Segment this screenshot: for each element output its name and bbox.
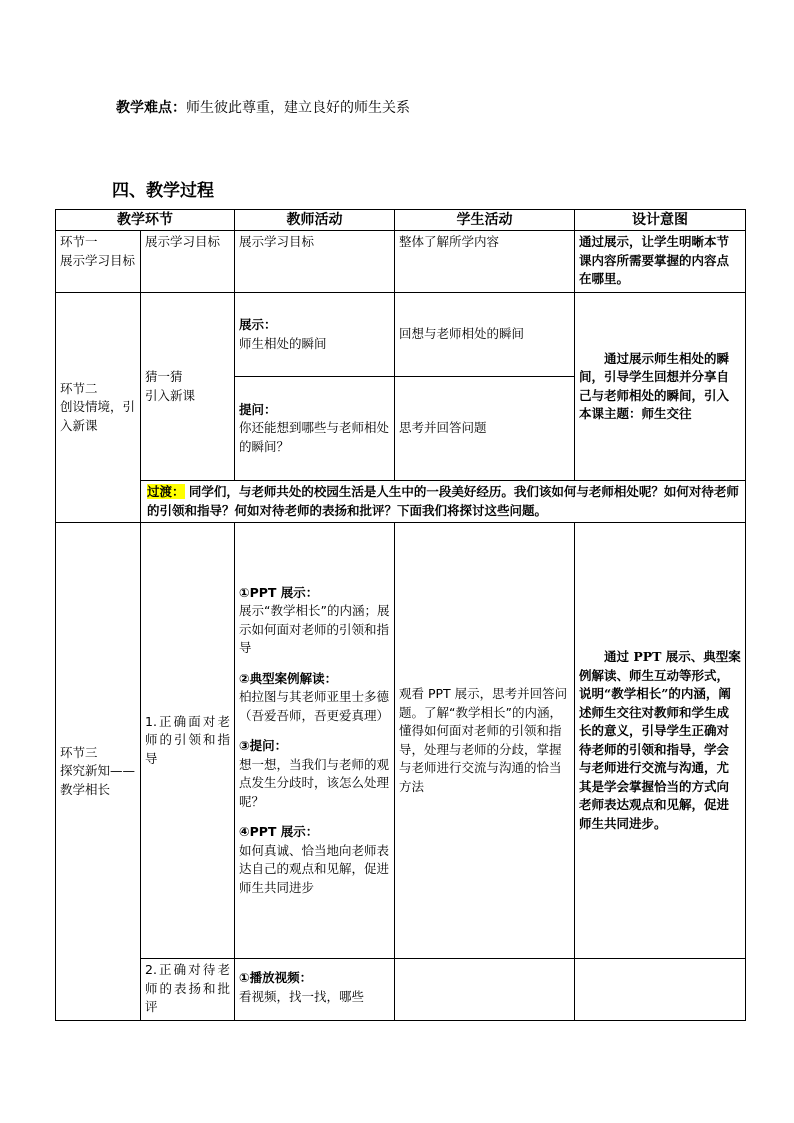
lesson-process-table [55,209,746,1021]
transition-label: 过渡： [147,484,185,499]
difficulty-label: 教学难点： [116,100,186,116]
table-row [56,293,746,377]
stage2-teacher-2-text: 你还能想到哪些与老师相处的瞬间？ [239,420,390,454]
table-row [56,959,746,1021]
stage2-intent: 通过展示师生相处的瞬间，引导学生回想并分享自己与老师相处的瞬间，引入本课主题：师生交往 [575,293,746,481]
teaching-difficulty [116,97,410,117]
stage3-name: 环节三 探究新知——教学相长 [56,523,141,1021]
stage1-sub: 展示学习目标 [141,231,235,293]
transition-text: 同学们，与老师共处的校园生活是人生中的一段美好经历。我们该如何与老师相处呢？如何对待老师的引领和指导？何如对待老师的表扬和批评？下面我们将探讨这些问题。 [147,484,739,518]
transition-cell [141,481,746,523]
stage3-t5-text: 看视频，找一找，哪些 [239,988,365,1004]
stage3-sub-2: 2.正确对待老师的表扬和批评 [141,959,235,1021]
stage3-intent: 通过 PPT 展示、典型案例解读、师生互动等形式，说明“教学相长”的内涵，阐述师生交往对教师和学生成长的意义，引导学生正确对待老师的引领和指导，学会与老师进行交流与沟通，尤其是学会掌握恰当的方式向老师表达观点和见解，促进师生共同进步。 [575,523,746,959]
stage1-intent: 通过展示，让学生明晰本节课内容所需要掌握的内容点在哪里。 [575,231,746,293]
stage3-sub-1: 1.正确面对老师的引领和指导 [141,523,235,959]
stage1-teacher: 展示学习目标 [235,231,395,293]
header-stage: 教学环节 [56,210,235,231]
stage2-teacher-1 [235,293,395,377]
stage3-t5-title: ①播放视频： [239,970,313,985]
stage1-name: 环节一 展示学习目标 [56,231,141,293]
stage3-t1-title: ①PPT 展示： [239,584,319,600]
difficulty-text: 师生彼此尊重，建立良好的师生关系 [186,100,410,116]
stage3-t4-title: ④PPT 展示： [239,824,319,840]
stage2-teacher-1-title: 展示： [239,317,277,332]
stage3-t4-text: 如何真诚、恰当地向老师表达自己的观点和见解，促进师生共同进步 [239,842,390,895]
stage3-student-2 [395,959,575,1021]
table-row [56,523,746,959]
stage3-intent-2 [575,959,746,1021]
stage1-student: 整体了解所学内容 [395,231,575,293]
stage3-teacher-2 [235,959,395,1021]
transition-row [56,481,746,523]
section-heading: 四、教学过程 [112,181,214,201]
stage3-t2-text: 柏拉图与其老师亚里士多德（吾爱吾师，吾更爱真理） [239,689,390,723]
stage3-t1-text: 展示“教学相长”的内涵；展示如何面对老师的引领和指导 [239,603,390,656]
stage3-t3-title: ③提问： [239,738,288,754]
stage2-sub: 猜一猜 引入新课 [141,293,235,481]
table-row [56,231,746,293]
stage2-name: 环节二 创设情境，引入新课 [56,293,141,523]
stage3-student: 观看 PPT 展示，思考并回答问题。了解“教学相长”的内涵，懂得如何面对老师的引领和指导，处理与老师的分歧，掌握与老师进行交流与沟通的恰当方法 [395,523,575,959]
header-teacher-activity: 教师活动 [235,210,395,231]
stage2-student-2: 思考并回答问题 [395,377,575,481]
stage3-teacher-1 [235,523,395,959]
header-design-intent: 设计意图 [575,210,746,231]
stage2-teacher-1-text: 师生相处的瞬间 [239,335,327,351]
stage3-t3-text: 想一想，当我们与老师的观点发生分歧时，该怎么处理呢？ [239,756,390,809]
stage3-t2-title: ②典型案例解读： [239,670,338,686]
stage2-teacher-2 [235,377,395,481]
stage2-student-1: 回想与老师相处的瞬间 [395,293,575,377]
stage2-teacher-2-title: 提问： [239,401,277,417]
header-student-activity: 学生活动 [395,210,575,231]
header-row [56,210,746,231]
